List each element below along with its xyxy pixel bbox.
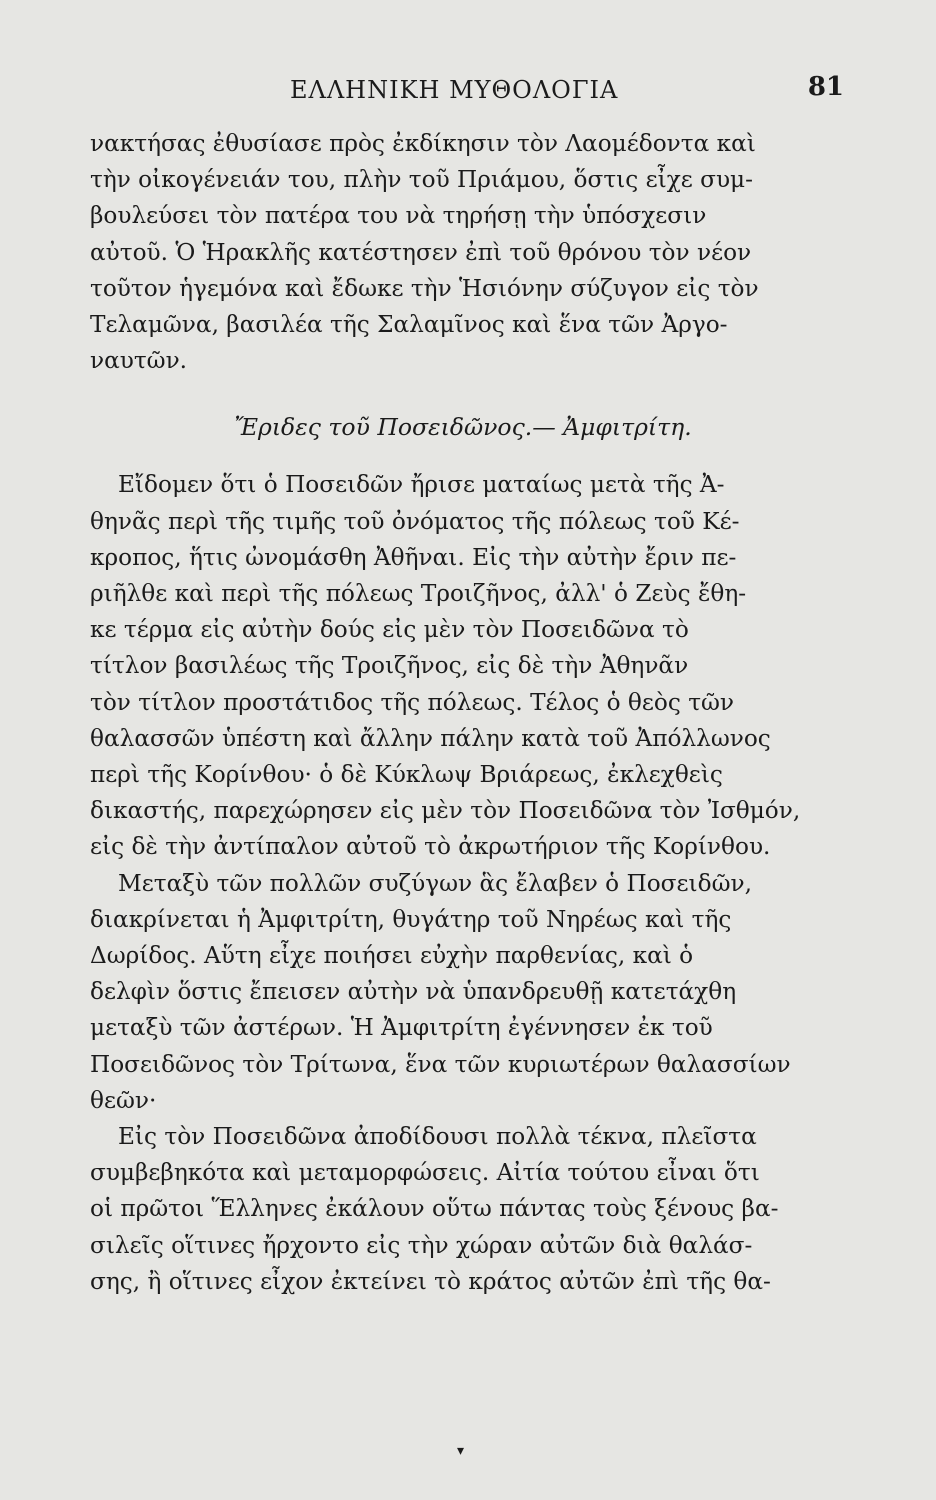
text-line: Τελαμῶνα, βασιλέα τῆς Σαλαμῖνος καὶ ἕνα τῶν Ἀργο-: [90, 311, 728, 339]
paragraph-continuation: [90, 126, 836, 379]
text-line: τίτλον βασιλέως τῆς Τροιζῆνος, εἰς δὲ τὴν Ἀθηνᾶν: [90, 652, 689, 680]
text-line: τοῦτον ἡγεμόνα καὶ ἔδωκε τὴν Ἡσιόνην σύζυγον εἰς τὸν: [90, 274, 759, 302]
text-line: τὸν τίτλον προστάτιδος τῆς πόλεως. Τέλος ὁ θεὸς τῶν: [90, 688, 735, 716]
text-line: Μεταξὺ τῶν πολλῶν συζύγων ἃς ἔλαβεν ὁ Ποσειδῶν,: [118, 869, 752, 897]
text-line: βουλεύσει τὸν πατέρα του νὰ τηρήσῃ τὴν ὑπόσχεσιν: [90, 202, 707, 230]
text-line: σιλεῖς οἵτινες ἤρχοντο εἰς τὴν χώραν αὐτῶν διὰ θαλάσ-: [90, 1231, 753, 1259]
text-line: δικαστής, παρεχώρησεν εἰς μὲν τὸν Ποσειδῶνα τὸν Ἰσθμόν,: [90, 797, 801, 825]
text-line: συμβεβηκότα καὶ μεταμορφώσεις. Αἰτία τούτου εἶναι ὅτι: [90, 1159, 760, 1187]
paragraph-poseidon-disputes: [90, 467, 836, 865]
paragraph-amphitrite: [90, 866, 836, 1119]
text-line: Εἰς τὸν Ποσειδῶνα ἀποδίδουσι πολλὰ τέκνα, πλεῖστα: [118, 1123, 757, 1151]
text-line: περὶ τῆς Κορίνθου· ὁ δὲ Κύκλωψ Βριάρεως, ἐκλεχθεὶς: [90, 761, 723, 789]
printer-mark: ▾: [457, 1443, 465, 1459]
section-heading: Ἔριδες τοῦ Ποσειδῶνος.— Ἀμφιτρίτη.: [234, 413, 692, 442]
text-line: οἱ πρῶτοι Ἕλληνες ἐκάλουν οὕτω πάντας τοὺς ξένους βα-: [90, 1195, 779, 1223]
text-line: δελφὶν ὅστις ἔπεισεν αὐτὴν νὰ ὑπανδρευθῇ κατετάχθη: [90, 978, 737, 1006]
text-line: σης, ἢ οἵτινες εἶχον ἐκτείνει τὸ κράτος αὐτῶν ἐπὶ τῆς θα-: [90, 1267, 771, 1295]
text-line: Δωρίδος. Αὕτη εἶχε ποιήσει εὐχὴν παρθενίας, καὶ ὁ: [90, 942, 694, 970]
text-line: διακρίνεται ἡ Ἀμφιτρίτη, θυγάτηρ τοῦ Νηρέως καὶ τῆς: [90, 905, 732, 933]
text-line: θεῶν·: [90, 1086, 157, 1114]
text-line: ριῆλθε καὶ περὶ τῆς πόλεως Τροιζῆνος, ἀλλ' ὁ Ζεὺς ἔθη-: [90, 580, 747, 608]
text-line: θηνᾶς περὶ τῆς τιμῆς τοῦ ὀνόματος τῆς πόλεως τοῦ Κέ-: [90, 507, 740, 535]
text-line: Ποσειδῶνος τὸν Τρίτωνα, ἕνα τῶν κυριωτέρων θαλασσίων: [90, 1050, 791, 1078]
text-line: κε τέρμα εἰς αὐτὴν δούς εἰς μὲν τὸν Ποσειδῶνα τὸ: [90, 616, 689, 644]
text-line: αὐτοῦ. Ὁ Ἡρακλῆς κατέστησεν ἐπὶ τοῦ θρόνου τὸν νέον: [90, 238, 752, 266]
page-number: 81: [807, 72, 844, 102]
text-line: θαλασσῶν ὑπέστη καὶ ἄλλην πάλην κατὰ τοῦ Ἀπόλλωνος: [90, 724, 771, 752]
running-head: [90, 62, 844, 114]
running-title: ΕΛΛΗΝΙΚΗ ΜΥΘΟΛΟΓΙΑ: [290, 76, 619, 104]
text-line: μεταξὺ τῶν ἀστέρων. Ἡ Ἀμφιτρίτη ἐγέννησεν ἐκ τοῦ: [90, 1014, 713, 1042]
text-line: εἰς δὲ τὴν ἀντίπαλον αὐτοῦ τὸ ἀκρωτήριον τῆς Κορίνθου.: [90, 833, 771, 861]
text-line: Εἴδομεν ὅτι ὁ Ποσειδῶν ἤρισε ματαίως μετὰ τῆς Ἀ-: [118, 471, 725, 499]
text-line: νακτήσας ἐθυσίασε πρὸς ἐκδίκησιν τὸν Λαομέδοντα καὶ: [90, 130, 756, 157]
text-line: ναυτῶν.: [90, 347, 188, 375]
text-line: κροπος, ἥτις ὠνομάσθη Ἀθῆναι. Εἰς τὴν αὐτὴν ἔριν πε-: [90, 543, 737, 571]
paragraph-poseidon-children: [90, 1119, 836, 1300]
text-line: τὴν οἰκογένειάν του, πλὴν τοῦ Πριάμου, ὅστις εἶχε συμ-: [90, 166, 753, 194]
